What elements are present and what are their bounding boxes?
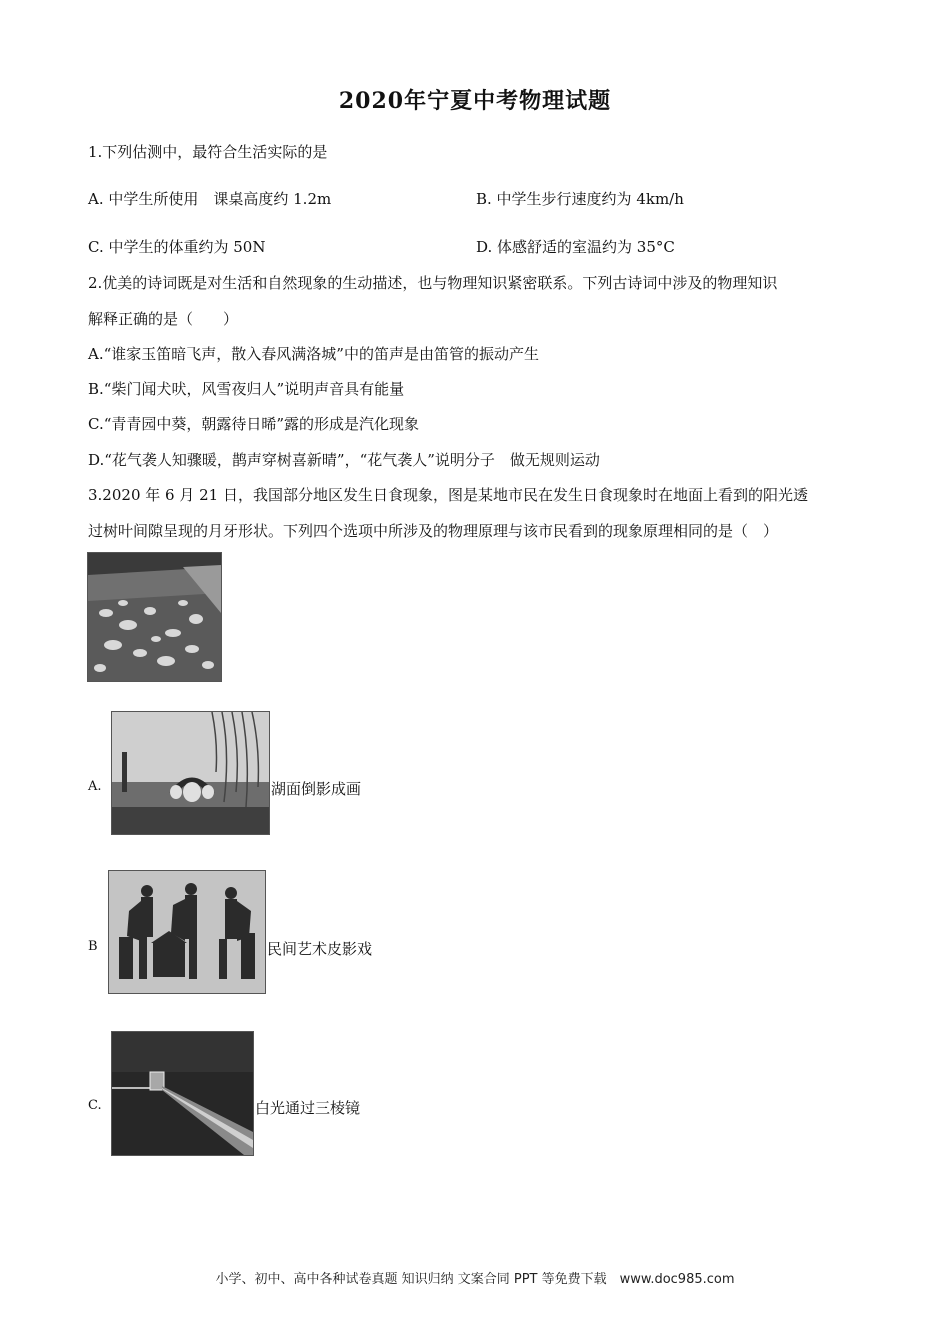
q2-stem-line2: 解释正确的是（ ） xyxy=(88,310,239,328)
page-title: 2020年宁夏中考物理试题 xyxy=(338,88,612,114)
lake-reflection-photo xyxy=(111,711,270,835)
q3-option-b-letter: B xyxy=(88,939,98,954)
lake-photo-drawing xyxy=(112,712,269,834)
q3-option-a-letter: A. xyxy=(88,779,102,794)
q3-option-c-letter: C. xyxy=(88,1098,102,1113)
q1-option-d: D. 体感舒适的室温约为 35°C xyxy=(476,238,675,256)
shadow-play-photo xyxy=(108,870,266,994)
q3-option-a-caption: 湖面倒影成画 xyxy=(271,780,362,798)
prism-drawing xyxy=(112,1032,253,1155)
q3-stem-line1: 3.2020 年 6 月 21 日，我国部分地区发生日食现象，图是某地市民在发生日食现象时在地面上看到的阳光透 xyxy=(88,486,808,504)
q2-option-a: A.“谁家玉笛暗飞声，散入春风满洛城”中的笛声是由笛管的振动产生 xyxy=(88,345,539,363)
sunlight-through-leaves-photo xyxy=(87,552,222,682)
q3-stem-line2: 过树叶间隙呈现的月牙形状。下列四个选项中所涉及的物理原理与该市民看到的现象原理相同的是（ ） xyxy=(88,522,779,540)
sunlight-photo-drawing xyxy=(88,553,221,681)
q2-stem-line1: 2.优美的诗词既是对生活和自然现象的生动描述，也与物理知识紧密联系。下列古诗词中涉及的物理知识 xyxy=(88,274,778,292)
q3-option-c-caption: 白光通过三棱镜 xyxy=(255,1099,361,1117)
q3-option-b-caption: 民间艺术皮影戏 xyxy=(267,940,373,958)
q2-option-c: C.“青青园中葵，朝露待日晞”露的形成是汽化现象 xyxy=(88,415,420,433)
q1-stem: 1.下列估测中，最符合生活实际的是 xyxy=(88,143,328,161)
page-footer: 小学、初中、高中各种试卷真题 知识归纳 文案合同 PPT 等免费下载 www.doc985.com xyxy=(215,1272,735,1287)
q1-option-c: C. 中学生的体重约为 50N xyxy=(88,238,266,256)
q2-option-d: D.“花气袭人知骤暖，鹊声穿树喜新晴”，“花气袭人”说明分子 做无规则运动 xyxy=(88,451,600,469)
q1-option-b: B. 中学生步行速度约为 4km/h xyxy=(476,190,684,208)
prism-photo xyxy=(111,1031,254,1156)
q2-option-b: B.“柴门闻犬吠，风雪夜归人”说明声音具有能量 xyxy=(88,380,405,398)
q1-option-a: A. 中学生所使用 课桌高度约 1.2m xyxy=(88,190,332,208)
shadow-play-drawing xyxy=(109,871,265,993)
